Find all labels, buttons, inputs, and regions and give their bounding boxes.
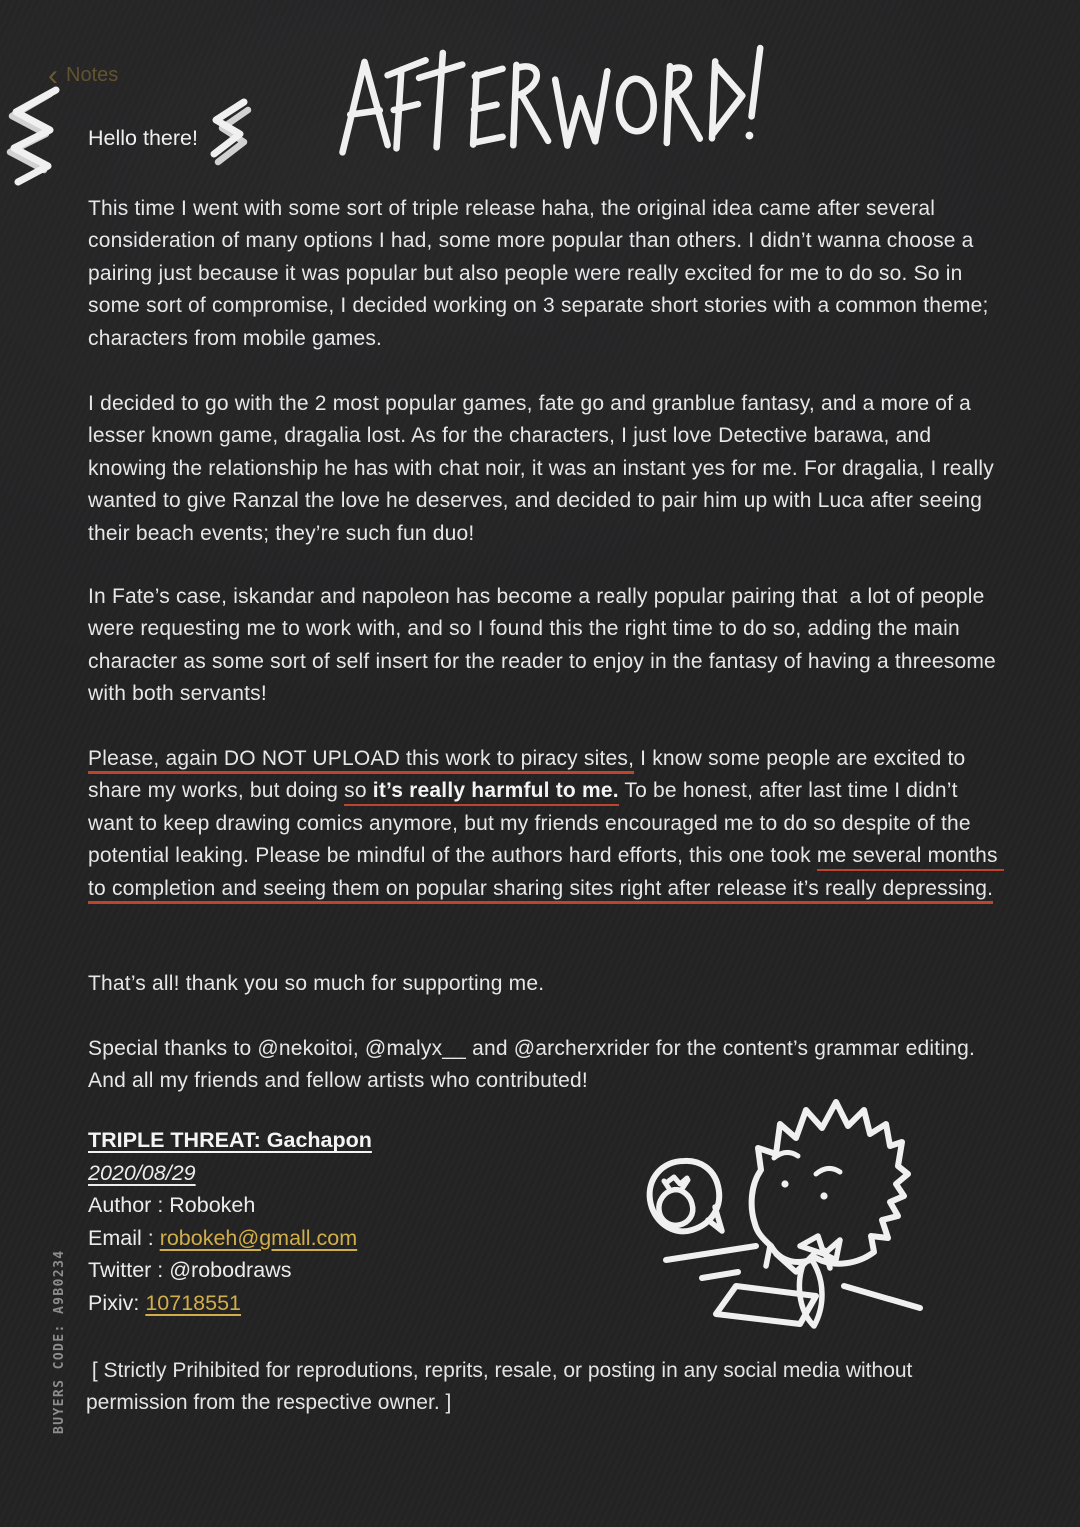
release-date-line: [88, 1161, 372, 1194]
paragraph-piracy-warning: [88, 743, 1004, 905]
money-bag-icon: [659, 1177, 693, 1225]
paragraph-closing: That’s all! thank you so much for supporting me.: [88, 972, 545, 995]
warning-underlined-segment-2: so: [344, 779, 373, 806]
email-link[interactable]: robokeh@gmall.com: [159, 1225, 358, 1250]
paragraph-intro: This time I went with some sort of triple release haha, the original idea came after several consideration of many options I had, some more popular than others. I didn’t wanna choose a pairing just because it was popular but also people were really excited for me to do so. So in some sort of compromise, I decided working on 3 separate short stories with a common theme; characters from mobile games.: [88, 197, 995, 350]
notes-back-button[interactable]: [48, 58, 119, 92]
twitter-label: Twitter :: [88, 1258, 170, 1283]
squiggle-right-doodle-icon: [206, 98, 256, 170]
email-label: Email :: [88, 1225, 160, 1250]
twitter-handle: @robodraws: [169, 1258, 292, 1283]
author-label: Author :: [88, 1193, 170, 1218]
warning-bold-underlined-segment: it’s really harmful to me.: [373, 779, 619, 806]
publication-info-block: [88, 1128, 372, 1324]
warning-text-segment-1: I know some people are excited to share my works, but doing: [88, 747, 972, 803]
email-line: [88, 1226, 372, 1259]
notes-back-label: Notes: [66, 64, 119, 86]
pixiv-line: [88, 1291, 372, 1324]
author-line: [88, 1193, 372, 1226]
afterword-title-drawing: [335, 40, 774, 161]
desk-and-tablet-drawing: [666, 1246, 920, 1324]
paragraph-games: I decided to go with the 2 most popular games, fate go and granblue fantasy, and a more of a lesser known game, dragalia lost. As for the characters, I just love Detective barawa, and knowing the relationship he has with chat noir, it was an instant yes for me. For dragalia, I really wanted to give Ranzal the love he deserves, and decided to pair him up with Luca after seeing their beach events; they’re such fun duo!: [88, 392, 1000, 545]
paragraph-fate: In Fate’s case, iskandar and napoleon has become a really popular pairing that a lot of people were requesting me to work with, and so I found this the right time to do so, adding the main character as some sort of self insert for the reader to enjoy in the fantasy of having a threesome with both servants!: [88, 585, 1002, 706]
greeting-text: Hello there!: [88, 126, 198, 150]
chevron-left-icon: ‹: [48, 58, 58, 92]
author-name: Robokeh: [169, 1193, 256, 1218]
squiggle-left-doodle-icon: [4, 86, 68, 188]
warning-underlined-segment-1: Please, again DO NOT UPLOAD this work to piracy sites,: [88, 747, 634, 774]
copyright-disclaimer: [ Strictly Prihibited for reprodutions, reprits, resale, or posting in any social media without permission from the respective owner. ]: [86, 1359, 919, 1414]
paragraph-credits: Special thanks to @nekoitoi, @malyx__ and @archerxrider for the content’s grammar editing. And all my friends and fellow artists who contributed!: [88, 1037, 986, 1093]
warning-underlined-segment-3: me several months to completion and seeing them on popular sharing sites right after release it’s really depressing.: [88, 844, 1004, 903]
release-date: 2020/08/29: [88, 1160, 196, 1185]
twitter-line: [88, 1258, 372, 1291]
pixiv-label: Pixiv:: [88, 1290, 146, 1315]
book-title: TRIPLE THREAT: Gachapon: [88, 1128, 372, 1152]
book-title-line: [88, 1128, 372, 1161]
warning-text-segment-2: To be honest, after last time I didn’t want to keep drawing comics anymore, but my friends encouraged me to do so despite of the potential leaking. Please be mindful of the authors hard efforts, this one took: [88, 779, 977, 868]
artist-at-desk-doodle: [628, 1086, 928, 1338]
pixiv-link[interactable]: 10718551: [145, 1290, 242, 1315]
buyers-code-watermark: BUYERS CODE: A9B0234: [52, 1249, 67, 1434]
